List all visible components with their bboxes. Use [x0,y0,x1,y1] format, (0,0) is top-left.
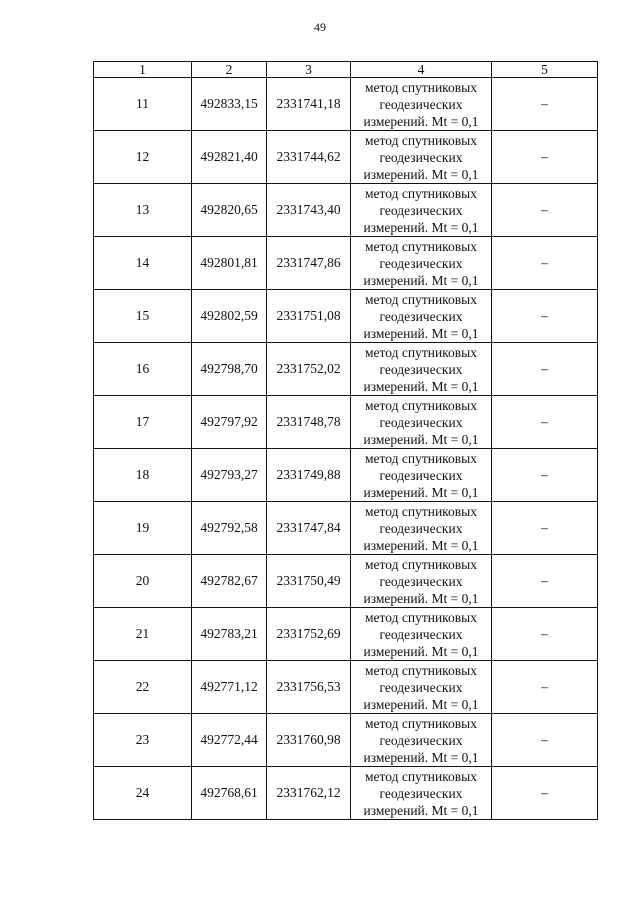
method-line: измерений. Mt = 0,1 [363,749,479,765]
method-line: метод спутниковых [365,662,477,678]
method-line: измерений. Mt = 0,1 [363,484,479,500]
point-number-cell [94,78,192,131]
point-number-cell [94,131,192,184]
note-cell [492,290,598,343]
point-number: 15 [135,308,150,323]
y-coordinate: 2331751,08 [276,308,341,323]
note-dash: – [541,202,548,217]
x-coordinate: 492792,58 [200,520,258,535]
x-coordinate: 492793,27 [200,467,258,482]
method-line: метод спутниковых [365,344,477,360]
y-coordinate: 2331752,02 [276,361,341,376]
y-coordinate-cell [267,661,351,714]
x-coordinate-cell [192,237,267,290]
x-coordinate-cell [192,555,267,608]
y-coordinate-cell [267,449,351,502]
method-line: метод спутниковых [365,503,477,519]
method-line: геодезических [379,732,463,748]
method-line: метод спутниковых [365,238,477,254]
x-coordinate-cell [192,661,267,714]
x-coordinate-cell [192,78,267,131]
point-number: 13 [135,202,150,217]
table-row [94,78,598,131]
method-cell [351,237,492,290]
note-cell [492,767,598,820]
method-line: измерений. Mt = 0,1 [363,696,479,712]
x-coordinate: 492820,65 [200,202,258,217]
y-coordinate: 2331752,69 [276,626,341,641]
method-cell [351,396,492,449]
point-number: 21 [135,626,150,641]
header-col-1: 1 [94,62,192,78]
table-row [94,290,598,343]
method-line: геодезических [379,785,463,801]
x-coordinate: 492801,81 [200,255,258,270]
method-cell [351,131,492,184]
method-line: метод спутниковых [365,556,477,572]
y-coordinate: 2331756,53 [276,679,341,694]
note-dash: – [541,361,548,376]
method-line: геодезических [379,149,463,165]
point-number-cell [94,184,192,237]
table-row [94,714,598,767]
y-coordinate-cell [267,78,351,131]
y-coordinate: 2331747,84 [276,520,341,535]
method-cell [351,449,492,502]
method-line: метод спутниковых [365,715,477,731]
method-line: метод спутниковых [365,132,477,148]
table-body [94,78,598,820]
y-coordinate: 2331760,98 [276,732,341,747]
method-line: измерений. Mt = 0,1 [363,113,479,129]
method-line: измерений. Mt = 0,1 [363,643,479,659]
y-coordinate: 2331748,78 [276,414,341,429]
point-number-cell [94,502,192,555]
x-coordinate-cell [192,502,267,555]
method-line: геодезических [379,308,463,324]
y-coordinate-cell [267,184,351,237]
method-line: геодезических [379,573,463,589]
point-number-cell [94,767,192,820]
note-cell [492,396,598,449]
method-line: измерений. Mt = 0,1 [363,537,479,553]
method-line: измерений. Mt = 0,1 [363,590,479,606]
method-cell [351,608,492,661]
method-line: измерений. Mt = 0,1 [363,272,479,288]
point-number: 24 [135,785,150,800]
y-coordinate: 2331762,12 [276,785,341,800]
x-coordinate-cell [192,608,267,661]
x-coordinate: 492833,15 [200,96,258,111]
point-number-cell [94,555,192,608]
x-coordinate: 492802,59 [200,308,258,323]
table-row [94,502,598,555]
point-number: 12 [135,149,150,164]
method-line: измерений. Mt = 0,1 [363,325,479,341]
table-row [94,237,598,290]
table-header-row [94,62,598,78]
x-coordinate: 492798,70 [200,361,258,376]
note-cell [492,608,598,661]
method-line: метод спутниковых [365,609,477,625]
method-line: геодезических [379,202,463,218]
note-cell [492,184,598,237]
method-line: геодезических [379,679,463,695]
note-dash: – [541,96,548,111]
note-dash: – [541,785,548,800]
y-coordinate-cell [267,767,351,820]
method-line: геодезических [379,361,463,377]
y-coordinate: 2331747,86 [276,255,341,270]
table-row [94,131,598,184]
point-number-cell [94,661,192,714]
header-col-2: 2 [192,62,267,78]
y-coordinate-cell [267,714,351,767]
note-cell [492,502,598,555]
method-cell [351,714,492,767]
note-dash: – [541,520,548,535]
x-coordinate: 492772,44 [200,732,258,747]
y-coordinate-cell [267,131,351,184]
x-coordinate-cell [192,767,267,820]
y-coordinate-cell [267,396,351,449]
note-dash: – [541,149,548,164]
note-cell [492,555,598,608]
y-coordinate-cell [267,343,351,396]
note-dash: – [541,255,548,270]
note-cell [492,131,598,184]
point-number: 19 [135,520,150,535]
x-coordinate-cell [192,290,267,343]
x-coordinate: 492821,40 [200,149,258,164]
method-line: измерений. Mt = 0,1 [363,378,479,394]
x-coordinate: 492797,92 [200,414,258,429]
y-coordinate: 2331741,18 [276,96,341,111]
note-dash: – [541,414,548,429]
point-number: 16 [135,361,150,376]
table-row [94,661,598,714]
note-dash: – [541,679,548,694]
y-coordinate: 2331744,62 [276,149,341,164]
method-cell [351,343,492,396]
method-line: геодезических [379,626,463,642]
header-col-4: 4 [351,62,492,78]
y-coordinate-cell [267,555,351,608]
method-line: измерений. Mt = 0,1 [363,431,479,447]
point-number: 23 [135,732,150,747]
note-dash: – [541,467,548,482]
table-row [94,184,598,237]
x-coordinate-cell [192,449,267,502]
point-number: 22 [135,679,150,694]
method-line: измерений. Mt = 0,1 [363,219,479,235]
note-cell [492,343,598,396]
table-row [94,555,598,608]
method-line: геодезических [379,520,463,536]
x-coordinate: 492768,61 [200,785,258,800]
method-cell [351,290,492,343]
note-cell [492,449,598,502]
point-number-cell [94,714,192,767]
x-coordinate-cell [192,343,267,396]
point-number: 14 [135,255,150,270]
table-row [94,343,598,396]
method-cell [351,555,492,608]
point-number: 17 [135,414,150,429]
note-dash: – [541,732,548,747]
table-row [94,449,598,502]
method-line: метод спутниковых [365,397,477,413]
method-cell [351,767,492,820]
note-dash: – [541,308,548,323]
y-coordinate-cell [267,237,351,290]
table-row [94,608,598,661]
note-dash: – [541,573,548,588]
method-line: геодезических [379,467,463,483]
method-cell [351,184,492,237]
x-coordinate-cell [192,131,267,184]
note-dash: – [541,626,548,641]
x-coordinate-cell [192,184,267,237]
page-number: 49 [314,20,326,34]
y-coordinate-cell [267,290,351,343]
method-line: метод спутниковых [365,291,477,307]
y-coordinate: 2331749,88 [276,467,341,482]
header-col-3: 3 [267,62,351,78]
point-number-cell [94,237,192,290]
method-cell [351,661,492,714]
point-number-cell [94,343,192,396]
x-coordinate: 492782,67 [200,573,258,588]
table-row [94,396,598,449]
x-coordinate-cell [192,396,267,449]
method-line: метод спутниковых [365,768,477,784]
header-col-5: 5 [492,62,598,78]
table-row [94,767,598,820]
x-coordinate-cell [192,714,267,767]
note-cell [492,78,598,131]
method-line: метод спутниковых [365,450,477,466]
note-cell [492,661,598,714]
method-line: геодезических [379,414,463,430]
point-number-cell [94,608,192,661]
method-line: измерений. Mt = 0,1 [363,166,479,182]
x-coordinate: 492783,21 [200,626,258,641]
coordinates-table [93,61,598,820]
method-line: измерений. Mt = 0,1 [363,802,479,818]
note-cell [492,237,598,290]
method-line: геодезических [379,255,463,271]
y-coordinate-cell [267,502,351,555]
method-line: геодезических [379,96,463,112]
x-coordinate: 492771,12 [200,679,258,694]
point-number-cell [94,449,192,502]
point-number-cell [94,290,192,343]
method-cell [351,502,492,555]
point-number: 11 [136,96,149,111]
method-cell [351,78,492,131]
method-line: метод спутниковых [365,79,477,95]
point-number: 18 [135,467,150,482]
note-cell [492,714,598,767]
method-line: метод спутниковых [365,185,477,201]
point-number-cell [94,396,192,449]
y-coordinate: 2331750,49 [276,573,341,588]
y-coordinate: 2331743,40 [276,202,341,217]
point-number: 20 [135,573,150,588]
y-coordinate-cell [267,608,351,661]
